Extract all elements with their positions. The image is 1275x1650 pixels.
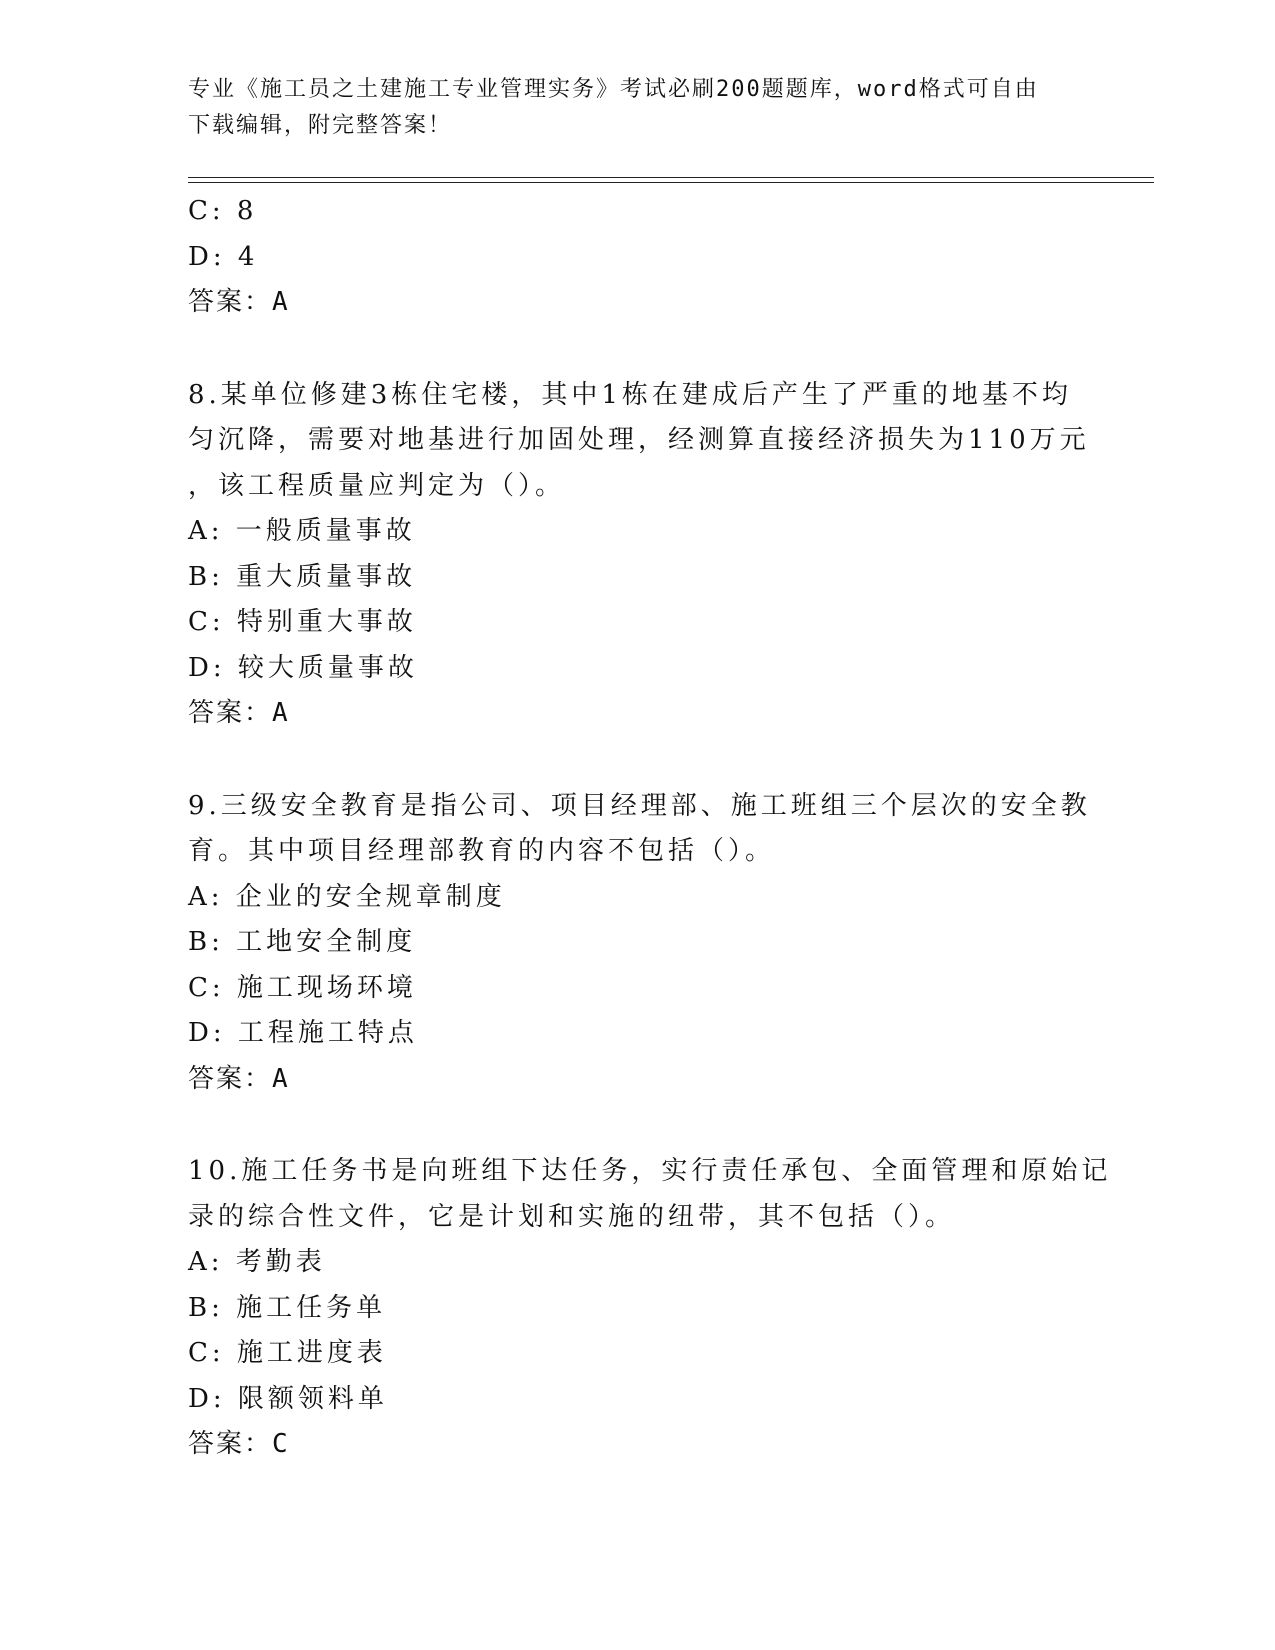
question-stem-line: 育。其中项目经理部教育的内容不包括（）。 <box>188 836 776 866</box>
header-line-1: 专业《施工员之土建施工专业管理实务》考试必刷200题题库，word格式可自由 <box>188 77 1039 102</box>
header-rule-top <box>188 177 1154 178</box>
option-d: D: 4 <box>188 241 259 272</box>
answer-value: A <box>272 287 290 317</box>
question-stem-line: 9.三级安全教育是指公司、项目经理部、施工班组三个层次的安全教 <box>188 790 1091 821</box>
option-c: C: 施工现场环境 <box>188 972 417 1003</box>
option-d: D: 较大质量事故 <box>188 652 418 683</box>
question-stem-line: ，该工程质量应判定为（）。 <box>188 470 566 501</box>
answer-label: 答案： <box>188 1429 273 1459</box>
option-d: D: 工程施工特点 <box>188 1018 418 1048</box>
question-stem-line: 匀沉降，需要对地基进行加固处理，经测算直接经济损失为110万元 <box>188 425 1090 455</box>
option-a: A: 企业的安全规章制度 <box>188 881 506 912</box>
answer-value: C <box>272 1429 290 1459</box>
header-rule-bottom <box>188 182 1154 183</box>
answer-label: 答案： <box>188 1063 273 1094</box>
question-stem <box>188 373 1088 510</box>
answer-label: 答案： <box>188 698 273 728</box>
answer-value: A <box>272 1063 290 1094</box>
answer-line <box>188 1057 1088 1103</box>
answer-line <box>188 691 1088 737</box>
option-b: B: 重大质量事故 <box>188 561 417 592</box>
option-d: D: 限额领料单 <box>188 1383 388 1414</box>
header-line-2: 下载编辑，附完整答案！ <box>188 113 453 138</box>
option-c: C: 8 <box>188 196 258 226</box>
question-stem <box>188 784 1091 875</box>
question-10 <box>188 1149 1112 1468</box>
option-a: A: 考勤表 <box>188 1247 326 1277</box>
question-stem-line: 8.某单位修建3栋住宅楼，其中1栋在建成后产生了严重的地基不均 <box>188 379 1072 410</box>
answer-value: A <box>272 698 290 728</box>
question-8 <box>188 373 1088 737</box>
answer-line <box>188 1422 1088 1468</box>
option-c: C: 特别重大事故 <box>188 607 417 637</box>
option-b: B: 施工任务单 <box>188 1292 387 1323</box>
option-a: A: 一般质量事故 <box>188 516 416 546</box>
question-7-tail <box>188 189 1088 326</box>
question-stem-line: 10.施工任务书是向班组下达任务，实行责任承包、全面管理和原始记 <box>188 1156 1112 1186</box>
answer-label: 答案： <box>188 287 273 317</box>
page-header <box>188 72 1068 144</box>
option-c: C: 施工进度表 <box>188 1338 387 1368</box>
document-body <box>188 189 1112 1468</box>
question-9 <box>188 784 1091 1103</box>
option-b: B: 工地安全制度 <box>188 927 417 957</box>
question-stem-line: 录的综合性文件，它是计划和实施的纽带，其不包括（）。 <box>188 1201 956 1232</box>
question-stem <box>188 1149 1112 1240</box>
answer-line <box>188 280 1088 326</box>
